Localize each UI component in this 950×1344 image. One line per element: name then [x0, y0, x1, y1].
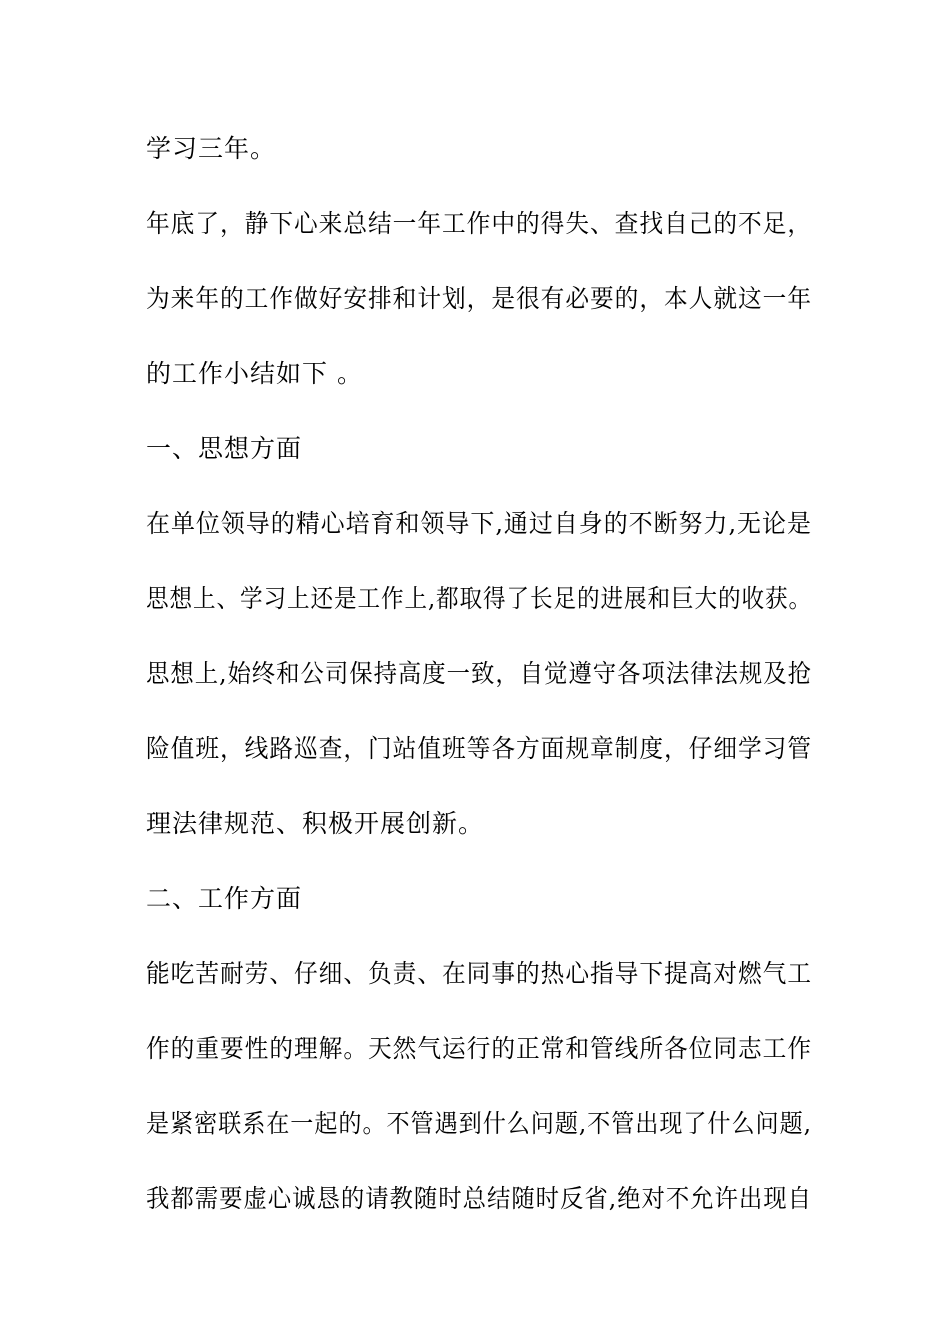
text-line: 在单位领导的精心培育和领导下,通过自身的不断努力,无论是 [146, 509, 812, 538]
section-heading: 二、工作方面 [146, 884, 303, 913]
text-line: 思想上、学习上还是工作上,都取得了长足的进展和巨大的收获。 [146, 584, 812, 613]
text-line: 能吃苦耐劳、仔细、负责、在同事的热心指导下提高对燃气工 [146, 959, 813, 988]
text-line: 是紧密联系在一起的。不管遇到什么问题,不管出现了什么问题, [146, 1109, 812, 1138]
text-line: 年底了，静下心来总结一年工作中的得失、查找自己的不足， [146, 209, 813, 238]
text-line: 理法律规范、积极开展创新。 [146, 809, 485, 838]
text-line: 的工作小结如下 。 [146, 359, 363, 388]
text-line: 学习三年。 [146, 134, 277, 163]
text-line: 险值班，线路巡查，门站值班等各方面规章制度，仔细学习管 [146, 734, 813, 763]
text-line: 我都需要虚心诚恳的请教随时总结随时反省,绝对不允许出现自 [146, 1184, 812, 1213]
text-line: 思想上,始终和公司保持高度一致，自觉遵守各项法律法规及抢 [146, 659, 812, 688]
text-line: 作的重要性的理解。天然气运行的正常和管线所各位同志工作 [146, 1034, 813, 1063]
text-line: 为来年的工作做好安排和计划，是很有必要的，本人就这一年 [146, 284, 813, 313]
section-heading: 一、思想方面 [146, 434, 303, 463]
